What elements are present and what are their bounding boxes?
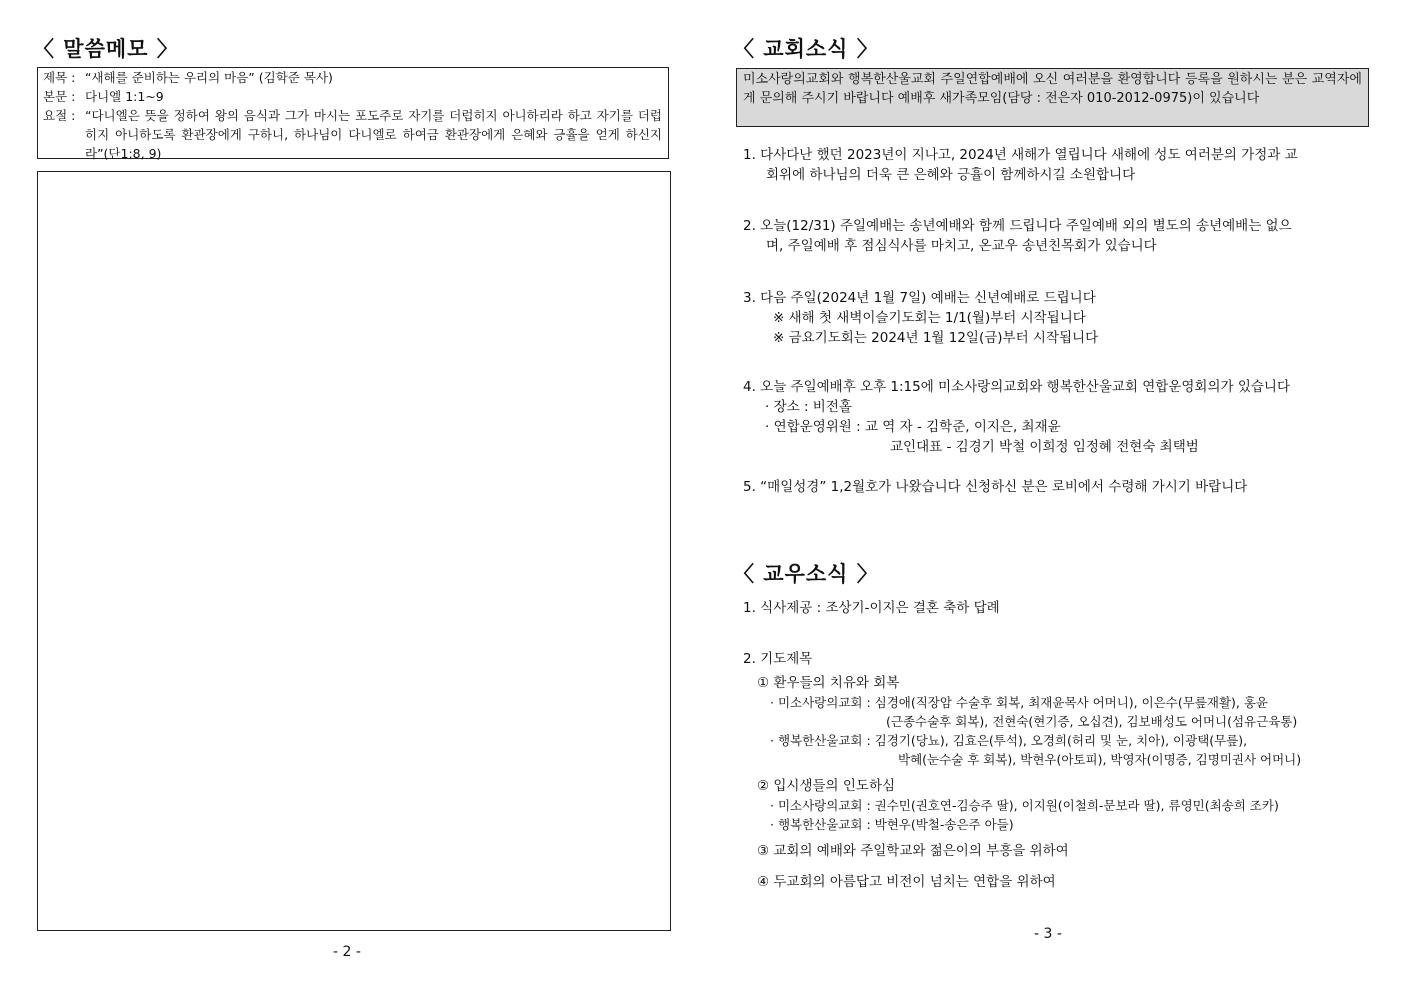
sermon-verse-value: “다니엘은 뜻을 정하여 왕의 음식과 그가 마시는 포도주로 자기를 더럽히지 아니하리라 하고 자기를 더럽히지 아니하도록 환관장에게 구하니, 하나님이 다니엘로 하여금 환관장에게 은혜와 긍휼을 얻게 하신지라”(단1:8, 9) [85,108,662,161]
news-item-5-line1: 5. “매일성경” 1,2월호가 나왔습니다 신청하신 분은 로비에서 수령해 가시기 바랍니다 [743,479,1248,495]
news-item-2 [743,216,1365,256]
notes-area[interactable] [37,171,671,931]
news-item-4 [743,377,1365,457]
prayer-topic-3: ③ 교회의 예배와 주일학교와 젊은이의 부흥을 위하여 [757,843,1069,859]
prayer-topic-1-line-a2: (근종수술후 회복), 전현숙(현기증, 오십견), 김보배성도 어머니(섬유근육통) [886,714,1298,729]
sermon-text-row [43,87,662,106]
sermon-verse-row [43,106,662,163]
page-number-left: - 2 - [333,944,361,960]
prayer-topic-2-title: ② 입시생들의 인도하심 [757,778,896,794]
sermon-memo-title: 〈 말씀메모 〉 [33,37,179,61]
sermon-subject-row [43,68,662,87]
news-item-4-sub2: · 연합운영위원 : 교 역 자 - 김학준, 이지은, 최재윤 [765,419,1061,435]
sermon-info-box [37,67,669,159]
prayer-topic-4: ④ 두교회의 아름답고 비전이 넘치는 연합을 위하여 [757,874,1056,890]
prayer-topic-1-line-b1: · 행복한산울교회 : 김경기(당뇨), 김효은(투석), 오경희(허리 및 눈, 치아), 이광택(무릎), [770,733,1248,748]
news-item-3 [743,288,1365,348]
news-item-2-line2: 며, 주일예배 후 점심식사를 마치고, 온교우 송년친목회가 있습니다 [766,238,1157,254]
news-item-1 [743,145,1365,185]
news-item-4-sub1: · 장소 : 비전홀 [765,399,852,415]
news-item-4-sub3: 교인대표 - 김경기 박철 이희정 임정혜 전현숙 최택범 [890,439,1199,455]
sermon-verse-key: 요절 : [43,108,76,123]
prayer-topics-heading: 2. 기도제목 [743,651,813,667]
prayer-topic-1-title: ① 환우들의 치유와 회복 [757,675,900,691]
sermon-text-key: 본문 : [43,89,76,104]
news-item-3-line1: 3. 다음 주일(2024년 1월 7일) 예배는 신년예배로 드립니다 [743,290,1096,306]
member-news-title: 〈 교우소식 〉 [733,562,879,586]
news-item-1-line1: 1. 다사다난 했던 2023년이 지나고, 2024년 새해가 열립니다 새해에 성도 여러분의 가정과 교 [743,147,1298,163]
meal-sponsor-item: 1. 식사제공 : 조상기-이지은 결혼 축하 답례 [743,600,1000,616]
news-item-5 [743,477,1365,497]
news-item-4-line1: 4. 오늘 주일예배후 오후 1:15에 미소사랑의교회와 행복한산울교회 연합운영회의가 있습니다 [743,379,1291,395]
church-news-title: 〈 교회소식 〉 [733,37,879,61]
page-number-right: - 3 - [1034,926,1062,942]
news-item-2-line1: 2. 오늘(12/31) 주일예배는 송년예배와 함께 드립니다 주일예배 외의 별도의 송년예배는 없으 [743,218,1292,234]
prayer-topic-1-line-a1: · 미소사랑의교회 : 심경애(직장암 수술후 회복, 최재윤목사 어머니), 이은수(무릎재활), 홍윤 [770,695,1268,710]
news-item-3-sub2: ※ 금요기도회는 2024년 1월 12일(금)부터 시작됩니다 [773,330,1099,346]
sermon-subject-value: “새해를 준비하는 우리의 마음” (김학준 목사) [85,70,333,85]
prayer-topic-1-line-b2: 박혜(눈수술 후 회복), 박현우(아토피), 박영자(이명증, 김명미권사 어머니) [898,752,1302,767]
sermon-subject-key: 제목 : [43,70,76,85]
sermon-text-value: 다니엘 1:1~9 [85,89,164,104]
prayer-topic-2-line-a: · 미소사랑의교회 : 권수민(권호연-김승주 딸), 이지원(이철희-문보라 딸), 류영민(최송희 조카) [770,798,1279,813]
news-item-3-sub1: ※ 새해 첫 새벽이슬기도회는 1/1(월)부터 시작됩니다 [773,310,1086,326]
prayer-topic-2-line-b: · 행복한산울교회 : 박현우(박철-송은주 아들) [770,817,1014,832]
news-item-1-line2: 회위에 하나님의 더욱 큰 은혜와 긍휼이 함께하시길 소원합니다 [766,167,1136,183]
welcome-box: 미소사랑의교회와 행복한산울교회 주일연합예배에 오신 여러분을 환영합니다 등록을 원하시는 분은 교역자에게 문의해 주시기 바랍니다 예배후 새가족모임(담당 : 전은자 010-2012-0975)이 있습니다 [736,68,1369,127]
